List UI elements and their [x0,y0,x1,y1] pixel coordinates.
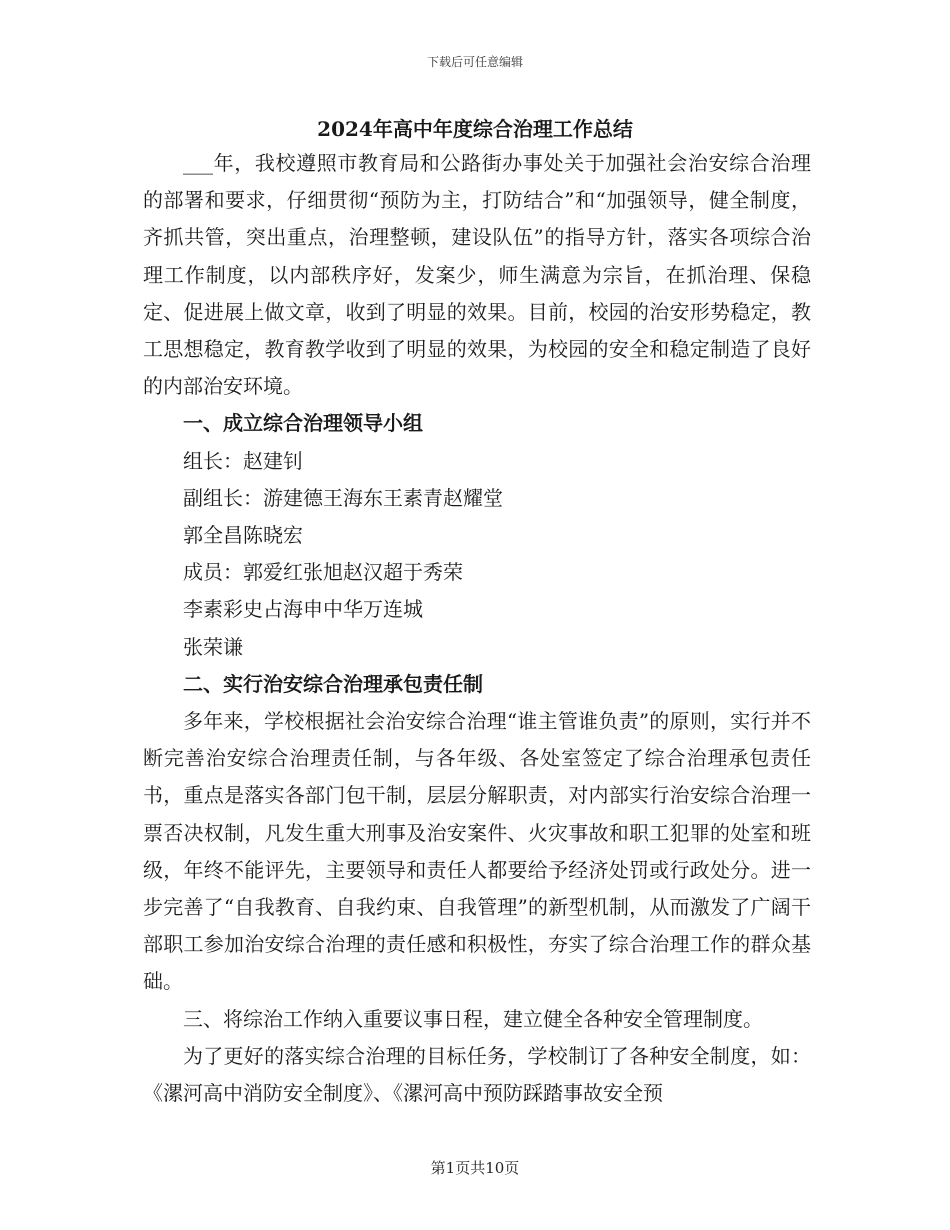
section3-heading: 三、将综治工作纳入重要议事日程，建立健全各种安全管理制度。 [183,1006,763,1031]
document-body [143,145,811,1112]
members-line: 成员：郭爱红张旭赵汉超于秀荣 [183,560,463,585]
document-title: 2024年高中年度综合治理工作总结 [317,117,633,141]
section1-heading: 一、成立综合治理领导小组 [183,411,423,436]
members-continuation-2: 张荣谦 [183,634,243,659]
section2-heading: 二、实行治安综合治理承包责任制 [183,671,483,696]
section3-paragraph: 为了更好的落实综合治理的目标任务，学校制订了各种安全制度，如：《漯河高中消防安全制度》、《漯河高中预防踩踏事故安全预 [143,1043,811,1106]
page-footer: 第1页共10页 [430,1159,520,1177]
vice-leader-continuation: 郭全昌陈晓宏 [183,523,303,548]
vice-leader-line: 副组长：游建德王海东王素青赵耀堂 [183,485,503,510]
section2-paragraph: 多年来，学校根据社会治安综合治理“谁主管谁负责”的原则，实行并不断完善治安综合治理责任制，与各年级、各处室签定了综合治理承包责任书，重点是落实各部门包干制，层层分解职责，对内部实行治安综合治理一票否决权制，凡发生重大刑事及治安案件、火灾事故和职工犯罪的处室和班级，年终不能评先，主要领导和责任人都要给予经济处罚或行政处分。进一步完善了“自我教育、自我约束、自我管理”的新型机制，从而激发了广阔干部职工参加治安综合治理的责任感和积极性，夯实了综合治理工作的群众基础。 [143,709,811,994]
members-continuation-1: 李素彩史占海申中华万连城 [183,597,423,622]
leader-line: 组长：赵建钊 [183,448,303,473]
header-note: 下载后可任意编辑 [426,55,523,69]
intro-paragraph: ___年，我校遵照市教育局和公路街办事处关于加强社会治安综合治理的部署和要求，仔细贯彻“预防为主，打防结合”和“加强领导，健全制度，齐抓共管，突出重点，治理整顿，建设队伍”的指导方针，落实各项综合治理工作制度，以内部秩序好，发案少，师生满意为宗旨，在抓治理、保稳定、促进展上做文章，收到了明显的效果。目前，校园的治安形势稳定，教工思想稳定，教育教学收到了明显的效果，为校园的安全和稳定制造了良好的内部治安环境。 [143,151,811,399]
